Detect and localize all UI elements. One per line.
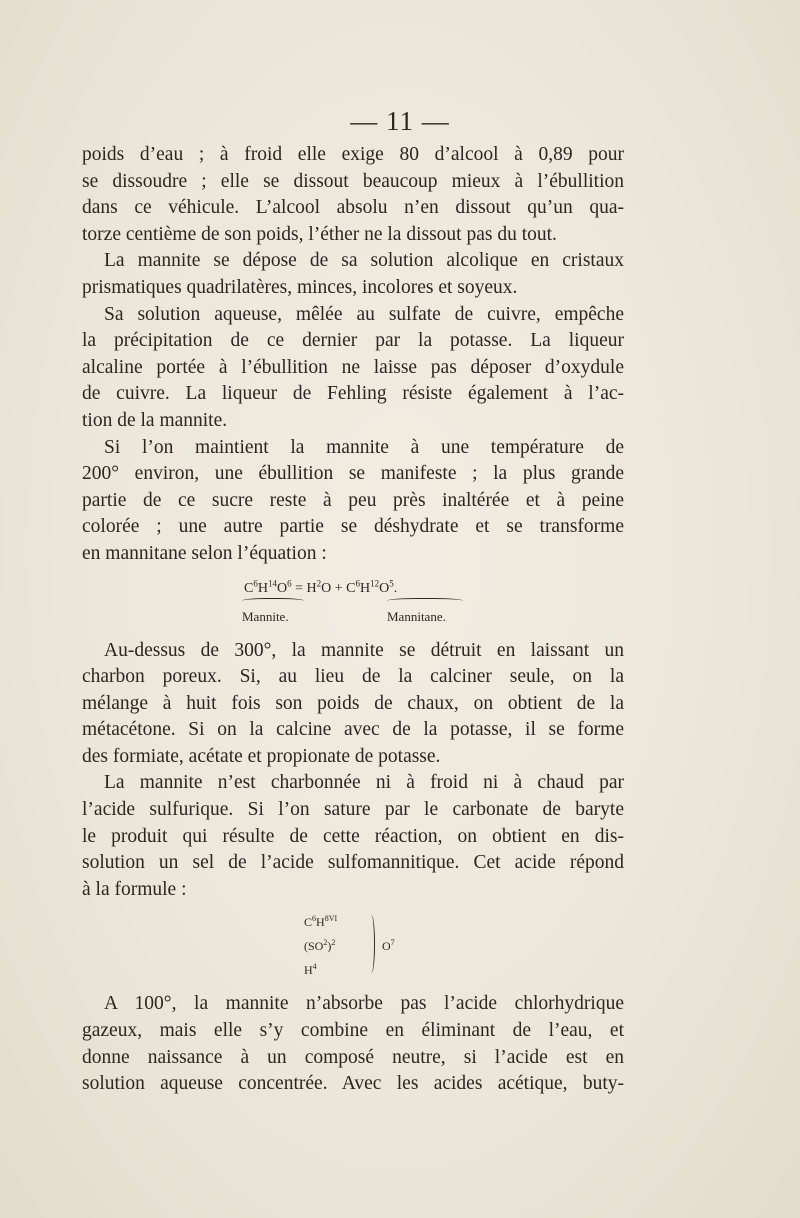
text-line: des formiate, acétate et propionate de potasse. — [82, 745, 441, 767]
text-line: alcaline portée à l’ébullition ne laisse pas déposer d’oxydule — [82, 356, 624, 378]
eq-index: 2 — [331, 938, 336, 948]
eq-index: 2 — [316, 577, 322, 588]
text-line: gazeux, mais elle s’y combine en éliminant de l’eau, et — [82, 1020, 624, 1042]
brace — [368, 915, 375, 973]
text-line: partie de ce sucre reste à peu près inaltérée et à peine — [82, 489, 624, 511]
eq-term: H — [257, 580, 268, 596]
eq-index: 2 — [323, 938, 328, 948]
text-line: dans ce véhicule. L’alcool absolu n’en dissout qu’un qua- — [82, 197, 624, 219]
text-line: Sa solution aqueuse, mêlée au sulfate de cuivre, empêche — [104, 303, 624, 325]
eq-term: C — [346, 580, 356, 596]
eq-operator: + — [331, 580, 347, 596]
paragraph-1 — [82, 142, 624, 248]
text-line: mélange à huit fois son poids de chaux, on obtient de la — [82, 692, 624, 714]
formula-oxygen — [382, 933, 395, 960]
text-line: se dissoudre ; elle se dissout beaucoup mieux à l’ébullition — [82, 170, 624, 192]
text-line: La mannite n’est charbonnée ni à froid ni à chaud par — [104, 772, 624, 794]
eq-term: H — [306, 580, 317, 596]
equation-label-left: Mannite. — [242, 608, 289, 624]
paragraph-5 — [82, 638, 624, 771]
formula-row — [304, 957, 317, 984]
eq-operator: = — [291, 580, 307, 596]
page-number: — 11 — — [350, 106, 450, 136]
text-line: tion de la mannite. — [82, 409, 228, 431]
formula-sulfomannitique — [82, 909, 624, 981]
text-line: torze centième de son poids, l’éther ne la dissout pas du tout. — [82, 223, 557, 245]
text-line: La mannite se dépose de sa solution alcolique en cristaux — [104, 250, 624, 272]
text-line: Si l’on maintient la mannite à une température de — [104, 436, 624, 458]
eq-index: 14 — [267, 577, 277, 588]
text-line: charbon poreux. Si, au lieu de la calciner seule, on la — [82, 666, 624, 688]
paragraph-6 — [82, 770, 624, 903]
text-line: en mannitane selon l’équation : — [82, 542, 327, 564]
paragraph-2 — [82, 248, 624, 301]
text-line: 200° environ, une ébullition se manifeste ; la plus grande — [82, 463, 624, 485]
eq-term: ) — [327, 939, 332, 954]
text-line: la précipitation de ce dernier par la potasse. La liqueur — [82, 330, 624, 352]
text-line: Au-dessus de 300°, la mannite se détruit en laissant un — [104, 639, 624, 661]
text-line: solution aqueuse concentrée. Avec les acides acétique, buty- — [82, 1073, 624, 1095]
text-line: A 100°, la mannite n’absorbe pas l’acide chlorhydrique — [104, 993, 624, 1015]
text-line: solution un sel de l’acide sulfomannitique. Cet acide répond — [82, 852, 624, 874]
eq-term: O — [382, 939, 391, 954]
equation-mannitane — [82, 572, 624, 628]
eq-term: O — [276, 580, 288, 596]
body-text — [82, 142, 624, 1098]
eq-term: C — [244, 580, 254, 596]
eq-term: . — [393, 580, 398, 596]
eq-index: 4 — [312, 962, 317, 972]
eq-index: 12 — [370, 577, 380, 588]
eq-term: H — [360, 580, 371, 596]
text-line: le produit qui résulte de cette réaction, on obtient en dis- — [82, 825, 624, 847]
eq-index: 6 — [312, 914, 317, 924]
formula-row — [304, 933, 335, 960]
text-line: colorée ; une autre partie se déshydrate et se transforme — [82, 516, 624, 538]
text-line: poids d’eau ; à froid elle exige 80 d’alcool à 0,89 pour — [82, 144, 624, 165]
text-line: l’acide sulfurique. Si l’on sature par le carbonate de baryte — [82, 799, 624, 821]
text-line: donne naissance à un composé neutre, si l’acide est en — [82, 1046, 624, 1068]
eq-index: 8VI — [324, 914, 338, 924]
formula-row — [304, 909, 337, 936]
text-line: de cuivre. La liqueur de Fehling résiste également à l’ac- — [82, 383, 624, 405]
equation-label-right: Mannitane. — [387, 608, 446, 624]
eq-term: H — [316, 915, 325, 930]
eq-index: 5 — [389, 577, 394, 588]
eq-term: H — [304, 963, 313, 978]
eq-index: 6 — [287, 577, 292, 588]
paragraph-7 — [82, 991, 624, 1097]
eq-index: 6 — [253, 577, 258, 588]
eq-term: (SO — [304, 939, 324, 954]
text-line: prismatiques quadrilatères, minces, incolores et soyeux. — [82, 276, 518, 298]
eq-index: 7 — [390, 938, 395, 948]
eq-index: 6 — [355, 577, 360, 588]
eq-term: C — [304, 915, 313, 930]
paragraph-3 — [82, 302, 624, 435]
eq-term: O — [321, 580, 332, 596]
paragraph-4 — [82, 435, 624, 568]
eq-term: O — [379, 580, 390, 596]
text-line: à la formule : — [82, 878, 187, 900]
text-line: métacétone. Si on la calcine avec de la potasse, il se forme — [82, 719, 624, 741]
